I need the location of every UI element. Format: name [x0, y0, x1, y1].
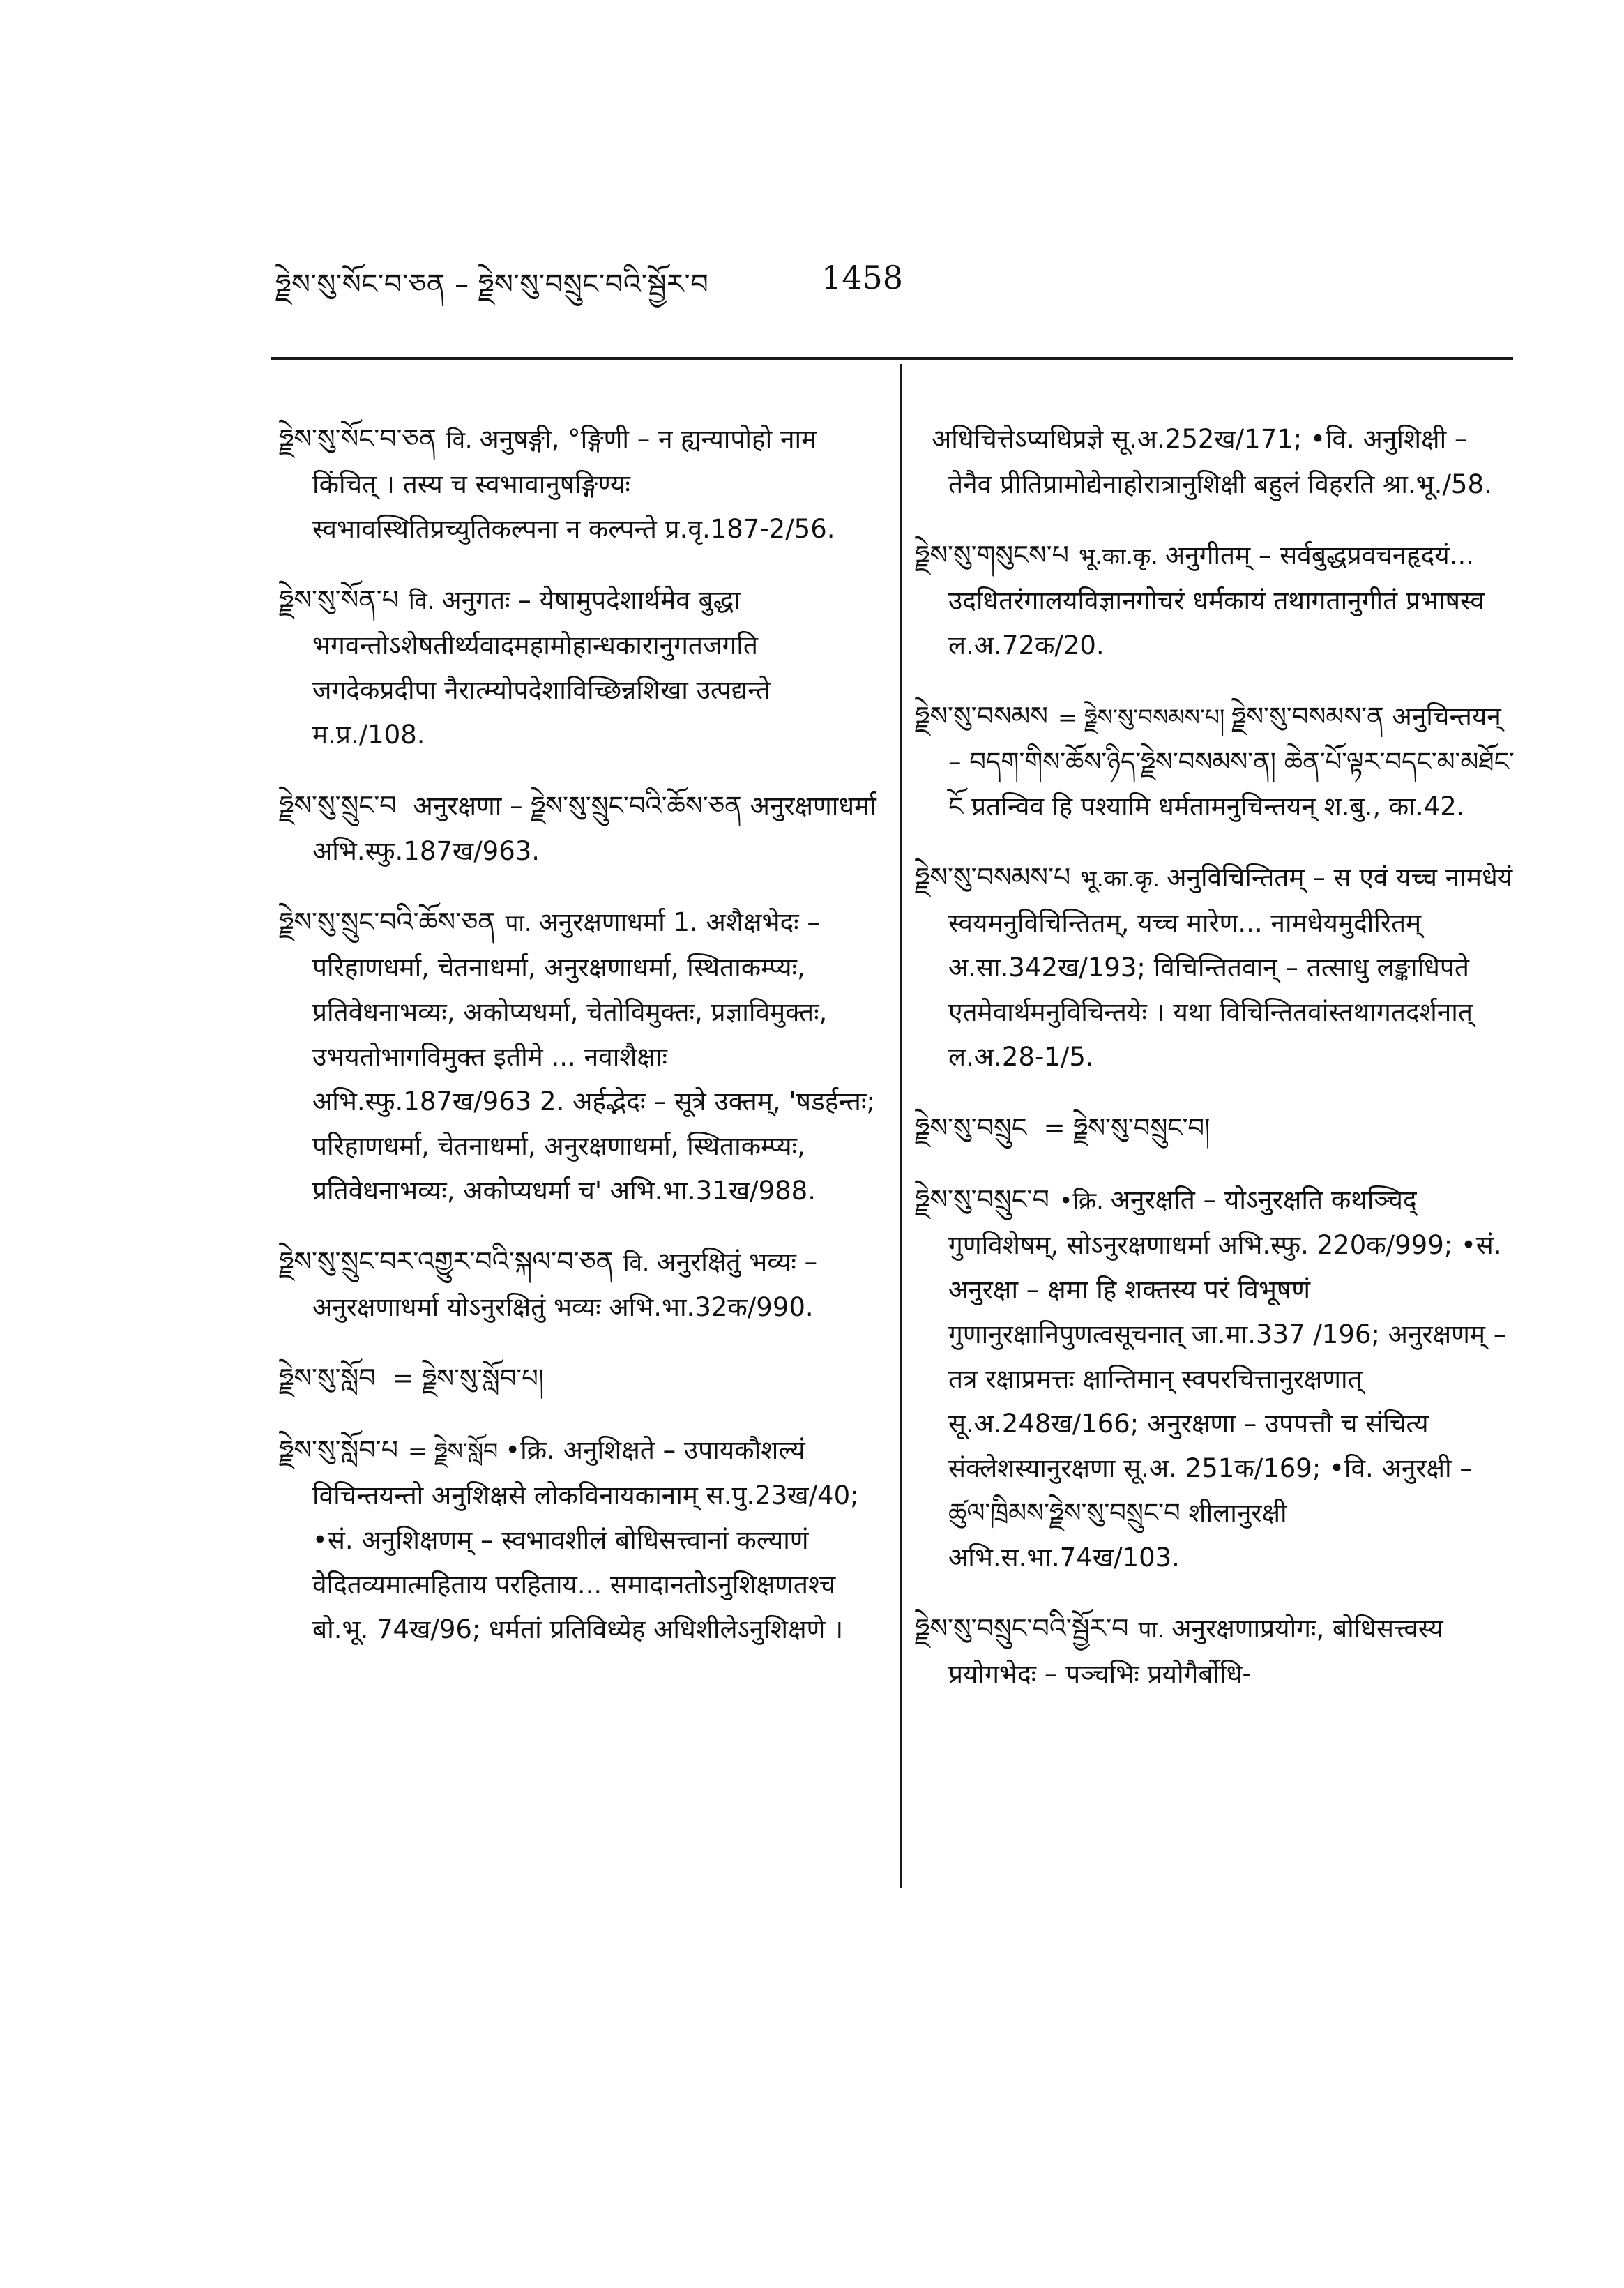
entry-headword: ཧྗེས་སུ་སློབ — [279, 1363, 376, 1393]
entry-headword: ཧྗེས་སུ་སོང་བ་ཅན — [279, 423, 437, 454]
entry-text: अनुरक्षणा – ཧྗེས་སུ་སྲུང་བའི་ཆོས་ཅན अनुरक्षणाधर्मा अभि.स्फु.187ख/963. — [312, 791, 876, 866]
entry-text: अनुरक्षणाप्रयोगः, बोधिसत्त्वस्य प्रयोगभेदः – पञ्चभिः प्रयोगैर्बोधि- — [948, 1614, 1443, 1689]
dictionary-entry — [279, 416, 879, 552]
dictionary-entry — [915, 1606, 1515, 1697]
entry-headword: ཧྗེས་སུ་སྲུང་བའི་ཆོས་ཅན — [279, 907, 496, 937]
page-number: 1458 — [821, 259, 904, 296]
running-head: ཧྗེས་སུ་སོང་བ་ཅན – ཧྗེས་སུ་བསྲུང་བའི་སྦྱོར་བ — [275, 268, 709, 301]
entry-grammar: भू.का.कृ. — [1078, 543, 1158, 570]
entry-headword: ཧྗེས་སུ་བསྲུང — [915, 1112, 1027, 1143]
dictionary-entry — [279, 783, 879, 874]
entry-text: अनुगतः – येषामुपदेशार्थमेव बुद्धा भगवन्तोऽशेषतीर्थ्यवादमहामोहान्धकारानुगतजगति जगदेकप्रदीपा नैरात्म्योपदेशाविच्छिन्नशिखा उत्पद्यन्ते म.प्र./108. — [312, 585, 771, 750]
left-column — [279, 391, 879, 1673]
dictionary-entry — [915, 1177, 1515, 1580]
entry-text: अनुरक्षितुं भव्यः – अनुरक्षणाधर्मा योऽनुरक्षितुं भव्यः अभि.भा.32क/990. — [312, 1247, 818, 1322]
entry-headword: ཧྗེས་སུ་བསྲུང་བ — [915, 1184, 1049, 1215]
entry-headword: ཧྗེས་སུ་བསམས — [915, 701, 1048, 732]
header-rule — [271, 357, 1513, 360]
dictionary-entry — [279, 900, 879, 1213]
dictionary-entry — [915, 1105, 1515, 1151]
entry-headword: ཧྗེས་སུ་གསུངས་པ — [915, 540, 1069, 570]
entry-grammar: वि. — [446, 426, 473, 453]
entry-headword: ཧྗེས་སུ་སྲུང་བ — [279, 790, 397, 821]
column-divider — [900, 364, 902, 1888]
dictionary-entry — [279, 1356, 879, 1402]
dictionary-entry — [915, 533, 1515, 668]
entry-text: अनुषङ्गी, °ङ्गिणी – न ह्यन्यापोहो नाम किंचित् । तस्य च स्वभावानुषङ्गिण्यः स्वभावस्थितिप्रच्युतिकल्पना न कल्पन्ते प्र.वृ.187-2/56. — [312, 424, 835, 544]
dictionary-entry-continuation — [915, 416, 1515, 507]
entry-text: अनुरक्षणाधर्मा 1. अशैक्षभेदः – परिहाणधर्मा, चेतनाधर्मा, अनुरक्षणाधर्मा, स्थिताकम्प्यः, प्रतिवेधनाभव्यः, अकोप्यधर्मा, चेतोविमुक्तः, प्रज्ञाविमुक्तः, उभयतोभागविमुक्त इतीमे ... नवाशैक्षाः अभि.स्फु.187ख/963 2. अर्हद्भेदः – सूत्रे उक्तम्, 'षडर्हन्तः; परिहाणधर्मा, चेतनाधर्मा, अनुरक्षणाधर्मा, स्थिताकम्प्यः, प्रतिवेधनाभव्यः, अकोप्यधर्मा च' अभि.भा.31ख/988. — [312, 907, 875, 1206]
entry-grammar: पा. — [505, 909, 532, 937]
entry-grammar: = ཧྗེས་སློབ — [407, 1437, 499, 1464]
entry-text: अनुविचिन्तितम् – स एवं यच्च नामधेयं स्वयमनुविचिन्तितम्, यच्च मारेण... नामधेयमुदीरितम् अ.सा.342ख/193; विचिन्तितवान् – तत्साधु लङ्काधिपते एतमेवार्थमनुविचिन्तयेः । यथा विचिन्तितवांस्तथागतदर्शनात् ल.अ.28-1/5. — [948, 863, 1513, 1072]
dictionary-entry — [915, 855, 1515, 1079]
dictionary-entry — [279, 577, 879, 757]
dictionary-entry — [915, 694, 1515, 829]
entry-headword: ཧྗེས་སུ་སོན་པ — [279, 584, 399, 615]
dictionary-entry — [279, 1427, 879, 1652]
entry-grammar: •क्रि. — [1058, 1187, 1104, 1214]
entry-text: = ཧྗེས་སུ་བསྲུང་བ། — [1043, 1113, 1211, 1143]
entry-text: अनुरक्षति – योऽनुरक्षति कथञ्चिद् गुणविशेषम्, सोऽनुरक्षणाधर्मा अभि.स्फु. 220क/999; •सं. अनुरक्षा – क्षमा हि शक्तस्य परं विभूषणं गुणानुरक्षानिपुणत्वसूचनात् जा.मा.337 /196; अनुरक्षणम् – तत्र रक्षाप्रमत्तः क्षान्तिमान् स्वपरचित्तानुरक्षणात् सू.अ.248ख/166; अनुरक्षणा – उपपत्तौ च संचित्य संक्लेशस्यानुरक्षणा सू.अ. 251क/169; •वि. अनुरक्षी – ཚུལ་ཁྲིམས་ཧྗེས་སུ་བསྲུང་བ शीलानुरक्षी अभि.स.भा.74ख/103. — [948, 1185, 1507, 1573]
entry-grammar: पा. — [1138, 1616, 1165, 1643]
dictionary-entry — [279, 1239, 879, 1330]
entry-grammar: भू.का.कृ. — [1080, 865, 1160, 892]
entry-grammar: = ཧྗེས་སུ་བསམས་པ། — [1057, 704, 1225, 731]
entry-text: •क्रि. अनुशिक्षते – उपायकौशल्यं विचिन्तयन्तो अनुशिक्षसे लोकविनायकानाम् स.पु.23ख/40; •सं. अनुशिक्षणम् – स्वभावशीलं बोधिसत्त्वानां कल्याणं वेदितव्यमात्महिताय परहिताय... समादानतोऽनुशिक्षणतश्च बो.भू. 74ख/96; धर्मतां प्रतिविध्येह अधिशीलेऽनुशिक्षणे । — [312, 1435, 859, 1644]
entry-grammar: वि. — [623, 1249, 650, 1276]
entry-text: = ཧྗེས་སུ་སློབ་པ། — [392, 1363, 545, 1393]
right-column — [915, 391, 1515, 1718]
entry-headword: ཧྗེས་སུ་བསྲུང་བའི་སྦྱོར་བ — [915, 1613, 1129, 1644]
entry-headword: ཧྗེས་སུ་བསམས་པ — [915, 862, 1071, 893]
entry-headword: ཧྗེས་སུ་སྲུང་བར་འགྱུར་བའི་སྐལ་བ་ཅན — [279, 1246, 614, 1277]
entry-text: अधिचित्तेऽप्यधिप्रज्ञे सू.अ.252ख/171; •वि. अनुशिक्षी – तेनैव प्रीतिप्रामोद्येनाहोरात्रानुशिक्षी बहुलं विहरति श्रा.भू./58. — [932, 424, 1492, 499]
entry-text: ཧྗེས་སུ་བསམས་ན अनुचिन्तयन् – བདག་གིས་ཆོས་ཉིད་ཧྗེས་བསམས་ན། ཆེན་པོ་ལྟར་བདང་མ་མཐོང་ངོ प्रतन्विव हि पश्यामि धर्मतामनुचिन्तयन् श.बु., का.42. — [948, 702, 1515, 821]
entry-grammar: वि. — [408, 587, 435, 614]
entry-headword: ཧྗེས་སུ་སློབ་པ — [279, 1434, 398, 1465]
entry-text: अनुगीतम् – सर्वबुद्धप्रवचनहृदयं... उदधितरंगालयविज्ञानगोचरं धर्मकायं तथागतानुगीतं प्रभाषस्व ल.अ.72क/20. — [948, 540, 1485, 660]
